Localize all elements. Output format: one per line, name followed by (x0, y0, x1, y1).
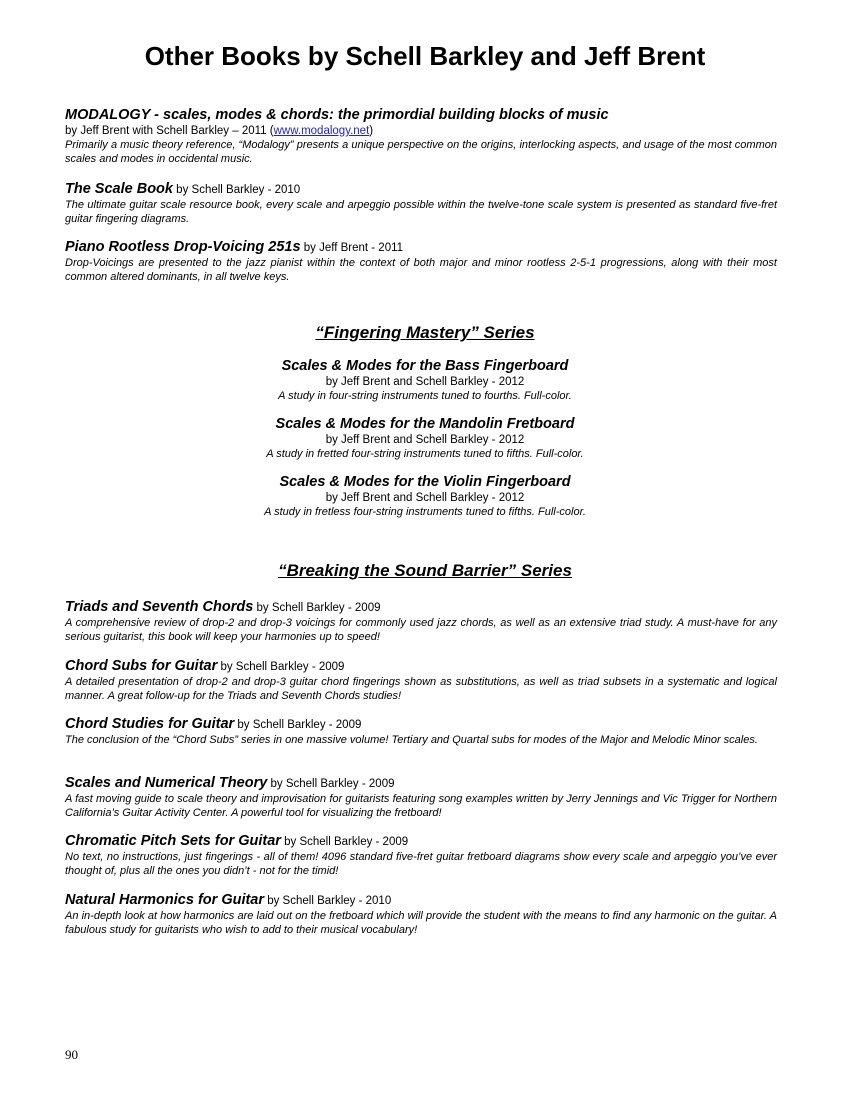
book-description: A comprehensive review of drop-2 and drop-3 voicings for commonly used jazz chords, as well as an extensive triad study. A must-have for any serious guitarist, this book will keep your harmonies up to speed! (65, 617, 777, 643)
book-entry-modalogy (65, 107, 777, 166)
book-title: Piano Rootless Drop-Voicing 251s (65, 239, 301, 255)
book-heading-line (65, 832, 777, 850)
book-entry-natural-harmonics (65, 891, 777, 937)
book-byline: by Schell Barkley - 2009 (280, 836, 409, 848)
book-heading-line (65, 238, 777, 256)
book-heading-line (65, 598, 777, 616)
book-title: Scales and Numerical Theory (65, 775, 268, 791)
book-description: The conclusion of the “Chord Subs” series in one massive volume! Tertiary and Quartal subs for modes of the Major and Melodic Minor scales. (65, 734, 758, 746)
book-byline: by Jeff Brent and Schell Barkley - 2012 (325, 376, 525, 388)
book-byline: by Jeff Brent and Schell Barkley - 2012 (325, 492, 525, 504)
modalogy-link[interactable]: www.modalogy.net (273, 125, 370, 137)
book-title: MODALOGY - scales, modes & chords: the primordial building blocks of music (65, 107, 609, 123)
book-description: A fast moving guide to scale theory and improvisation for guitarists featuring song examples written by Jerry Jennings and Vic Trigger for Northern California’s Guitar Activity Center. A powerful tool for visualizing the fretboard! (65, 793, 777, 819)
book-entry-chord-studies (65, 715, 777, 747)
book-byline: by Jeff Brent with Schell Barkley – 2011 (www.modalogy.net) (65, 125, 374, 137)
book-title: Chromatic Pitch Sets for Guitar (65, 833, 281, 849)
book-title: The Scale Book (65, 181, 173, 197)
book-byline: by Schell Barkley - 2010 (172, 184, 301, 196)
book-title: Triads and Seventh Chords (65, 599, 254, 615)
fingering-series-heading: “Fingering Mastery” Series (315, 323, 535, 342)
book-heading-line (65, 657, 777, 675)
book-description: Drop-Voicings are presented to the jazz pianist within the context of both major and minor rootless 2-5-1 progressions, along with their most common altered dominants, in all twelve keys. (65, 257, 777, 283)
book-description: No text, no instructions, just fingerings - all of them! 4096 standard five-fret guitar fretboard diagrams show every scale and arpeggio you’ve ever thought of, plus all the ones you didn’t - not for the timid! (65, 851, 777, 877)
book-description: A study in four-string instruments tuned to fourths. Full-color. (278, 390, 572, 402)
book-entry-bass (0, 358, 850, 403)
book-byline: by Schell Barkley - 2009 (217, 661, 345, 673)
book-description: A detailed presentation of drop-2 and drop-3 guitar chord fingerings shown as substitutions, as well as triad subsets in a systematic and logical manner. A great follow-up for the Triads and Seventh Chords studies! (65, 676, 777, 702)
book-heading-line (65, 180, 777, 198)
book-description: A study in fretless four-string instruments tuned to fifths. Full-color. (264, 506, 586, 518)
page-number: 90 (65, 1047, 78, 1062)
book-title: Scales & Modes for the Mandolin Fretboard (275, 416, 575, 432)
book-heading-line (65, 715, 777, 733)
book-entry-piano-rootless (65, 238, 777, 284)
book-entry-violin (0, 474, 850, 519)
book-description: An in-depth look at how harmonics are laid out on the fretboard which will provide the student with the means to find any harmonic on the guitar. A fabulous study for guitarists who wish to add to their musical vocabulary! (65, 910, 777, 936)
page-title: Other Books by Schell Barkley and Jeff Brent (144, 41, 706, 71)
book-heading-line (65, 774, 777, 792)
book-byline: by Jeff Brent and Schell Barkley - 2012 (325, 434, 525, 446)
book-byline: by Schell Barkley - 2009 (253, 602, 381, 614)
book-entry-chromatic-pitch (65, 832, 777, 878)
book-description: Primarily a music theory reference, “Modalogy” presents a unique perspective on the origins, interlocking aspects, and usage of the most common scales and modes in occidental music. (65, 139, 777, 165)
sound-barrier-series-heading: “Breaking the Sound Barrier” Series (278, 561, 572, 580)
book-entry-scale-book (65, 180, 777, 226)
book-byline: by Schell Barkley - 2009 (267, 778, 395, 790)
book-entry-chord-subs (65, 657, 777, 703)
book-entry-triads (65, 598, 777, 644)
book-title: Chord Subs for Guitar (65, 658, 218, 674)
book-description: A study in fretted four-string instruments tuned to fifths. Full-color. (266, 448, 584, 460)
book-description: The ultimate guitar scale resource book, every scale and arpeggio possible within the twelve-tone scale system is presented as standard five-fret guitar fingering diagrams. (65, 199, 777, 225)
book-entry-mandolin (0, 416, 850, 461)
book-heading-line (65, 891, 777, 909)
book-byline: by Schell Barkley - 2009 (234, 719, 362, 731)
book-title: Scales & Modes for the Bass Fingerboard (281, 358, 569, 374)
book-title: Chord Studies for Guitar (65, 716, 235, 732)
book-title: Scales & Modes for the Violin Fingerboard (279, 474, 571, 490)
book-byline: by Jeff Brent - 2011 (300, 242, 404, 254)
book-byline: by Schell Barkley - 2010 (264, 895, 392, 907)
book-entry-numerical-theory (65, 774, 777, 820)
book-title: Natural Harmonics for Guitar (65, 892, 265, 908)
